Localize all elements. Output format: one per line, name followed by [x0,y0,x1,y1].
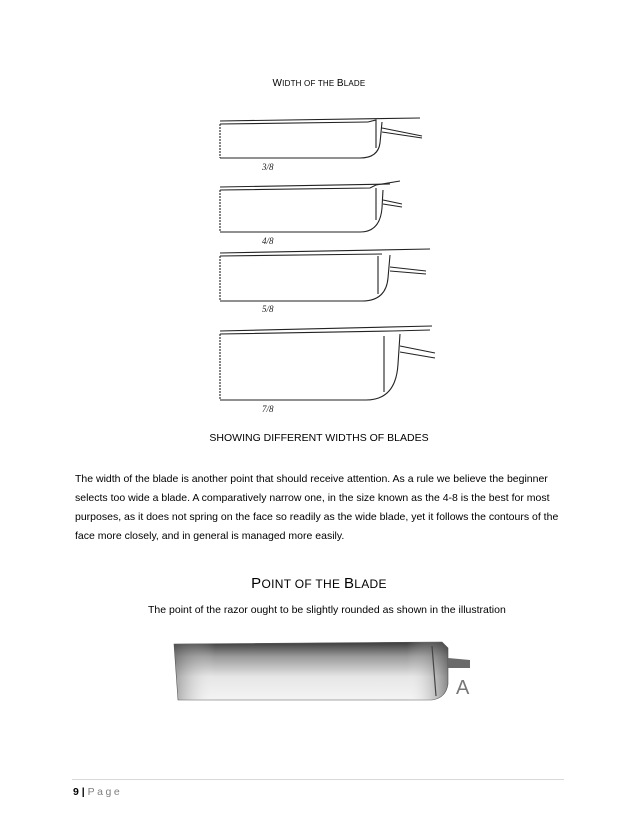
footer-separator: | [81,786,85,798]
footer-divider [72,779,564,780]
blade-label: 4/8 [262,236,274,246]
blade-label: 5/8 [262,304,274,314]
blade-5-8 [220,249,430,301]
title-initial: P [251,575,262,592]
blade-7-8 [220,326,435,400]
title-initial: B [343,575,355,592]
figure-caption: SHOWING DIFFERENT WIDTHS OF BLADES [209,432,429,444]
title-initial: W [272,78,283,89]
point-caption: The point of the razor ought to be slightly rounded as shown in the illustration [148,604,506,616]
section-title-point-of-blade [0,575,638,592]
photo-label: A [456,677,470,699]
title-initial: B [336,78,344,89]
title-text: LADE [343,79,366,88]
page-number: 9 [73,786,79,798]
title-text: IDTH OF THE [282,79,337,88]
title-text: OINT OF THE [261,577,344,591]
body-paragraph: The width of the blade is another point that should receive attention. As a rule we believe the beginner selects too wide a blade. A comparatively narrow one, in the size known as the 4-8 is the best for most purposes, as it does not spring on the face so readily as the wide blade, yet it follows the contours of the face more closely, and in general is managed more easily. [75,473,559,542]
blade-4-8 [220,181,402,232]
razor-point-photo [170,638,480,702]
page-word: Page [87,786,123,798]
section-title-width-of-blade [0,78,638,89]
title-text: LADE [354,577,387,591]
blade-3-8 [220,118,422,158]
blade-label: 7/8 [262,404,274,414]
blade-widths-illustration [190,108,450,420]
blade-label: 3/8 [262,162,274,172]
page-footer [73,786,122,798]
